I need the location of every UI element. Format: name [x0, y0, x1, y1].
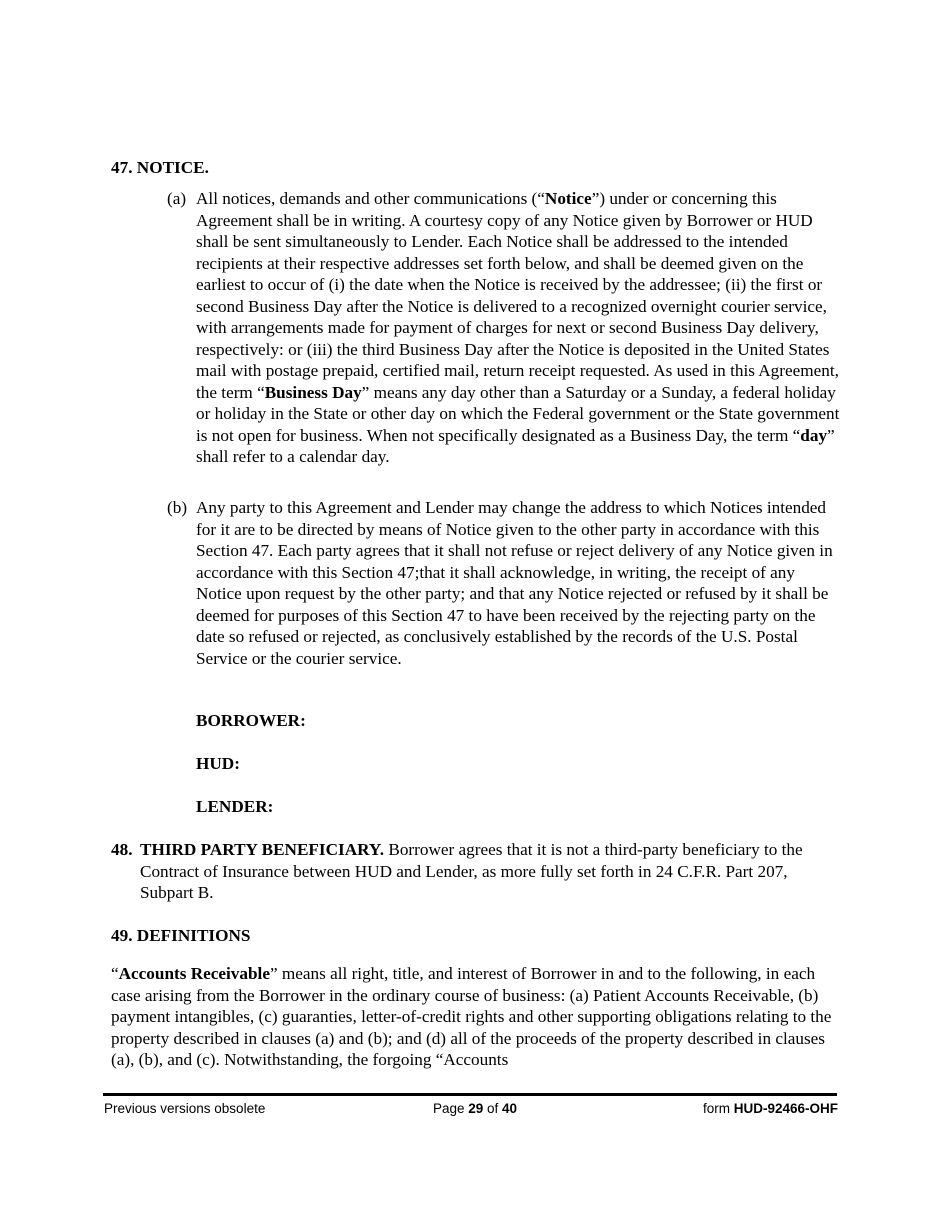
form-number: HUD-92466-OHF	[733, 1101, 838, 1116]
section-48-heading: THIRD PARTY BENEFICIARY.	[140, 840, 385, 859]
party-borrower-label: BORROWER:	[196, 711, 306, 730]
section-48	[111, 839, 843, 904]
footer-page-number: Page 29 of 40	[432, 1101, 518, 1116]
party-lender-label: LENDER:	[196, 797, 274, 816]
definition-accounts-receivable: “Accounts Receivable” means all right, title, and interest of Borrower in and to the following, in each case arising from the Borrower in the ordinary course of business: (a) Patient Accounts Receivable, (b) payment intangibles, (c) guaranties, letter-of-credit rights and other supporting obligations relating to the property described in clauses (a) and (b); and (d) all of the proceeds of the property described in clauses (a), (b), and (c). Notwithstanding, the forgoing “Accounts	[111, 964, 832, 1069]
section-47-clause-b	[167, 497, 843, 669]
term-accounts-receivable: Accounts Receivable	[118, 964, 270, 983]
section-48-number: 48.	[111, 840, 133, 859]
term-business-day: Business Day	[264, 382, 362, 402]
section-49-heading: 49. DEFINITIONS	[111, 926, 251, 945]
footer-obsolete-note: Previous versions obsolete	[104, 1101, 266, 1116]
clause-a-text: All notices, demands and other communications (“Notice”) under or concerning this Agreement shall be in writing. A courtesy copy of any Notice given by Borrower or HUD shall be sent simultaneously to Lender. Each Notice shall be addressed to the intended recipients at their respective addresses set forth below, and shall be deemed given on the earliest to occur of (i) the date when the Notice is received by the addressee; (ii) the first or second Business Day after the Notice is delivered to a recognized overnight courier service, with arrangements made for payment of charges for next or second Business Day delivery, respectively: or (iii) the third Business Day after the Notice is deposited in the United States mail with postage prepaid, certified mail, return receipt requested. As used in this Agreement, the term “Business Day” means any day other than a Saturday or a Sunday, a federal holiday or holiday in the State or other day on which the Federal government or the State government is not open for business. When not specifically designated as a Business Day, the term “day” shall refer to a calendar day.	[196, 189, 840, 466]
party-hud-label: HUD:	[196, 754, 240, 773]
term-day: day	[800, 425, 828, 445]
footer-form-number: form HUD-92466-OHF	[702, 1101, 838, 1116]
clause-a-label: (a)	[167, 189, 187, 208]
clause-b-label: (b)	[167, 498, 188, 517]
total-pages: 40	[502, 1101, 518, 1116]
section-47-clause-a	[167, 188, 843, 468]
term-notice: Notice	[544, 189, 592, 208]
footer-divider	[103, 1093, 837, 1096]
clause-b-text: Any party to this Agreement and Lender may change the address to which Notices intended for it are to be directed by means of Notice given to the other party in accordance with this Section 47. Each party agrees that it shall not refuse or reject delivery of any Notice given in accordance with this Section 47;that it shall acknowledge, in writing, the receipt of any Notice upon request by the other party; and that any Notice rejected or refused by it shall be deemed for purposes of this Section 47 to have been received by the rejecting party on the date so refused or rejected, as conclusively established by the records of the U.S. Postal Service or the courier service.	[196, 498, 833, 668]
section-47-heading: 47. NOTICE.	[111, 158, 209, 177]
section-48-text: THIRD PARTY BENEFICIARY. Borrower agrees that it is not a third-party beneficiary to the Contract of Insurance between HUD and Lender, as more fully set forth in 24 C.F.R. Part 207, Subpart B.	[140, 840, 803, 902]
current-page: 29	[468, 1101, 484, 1116]
